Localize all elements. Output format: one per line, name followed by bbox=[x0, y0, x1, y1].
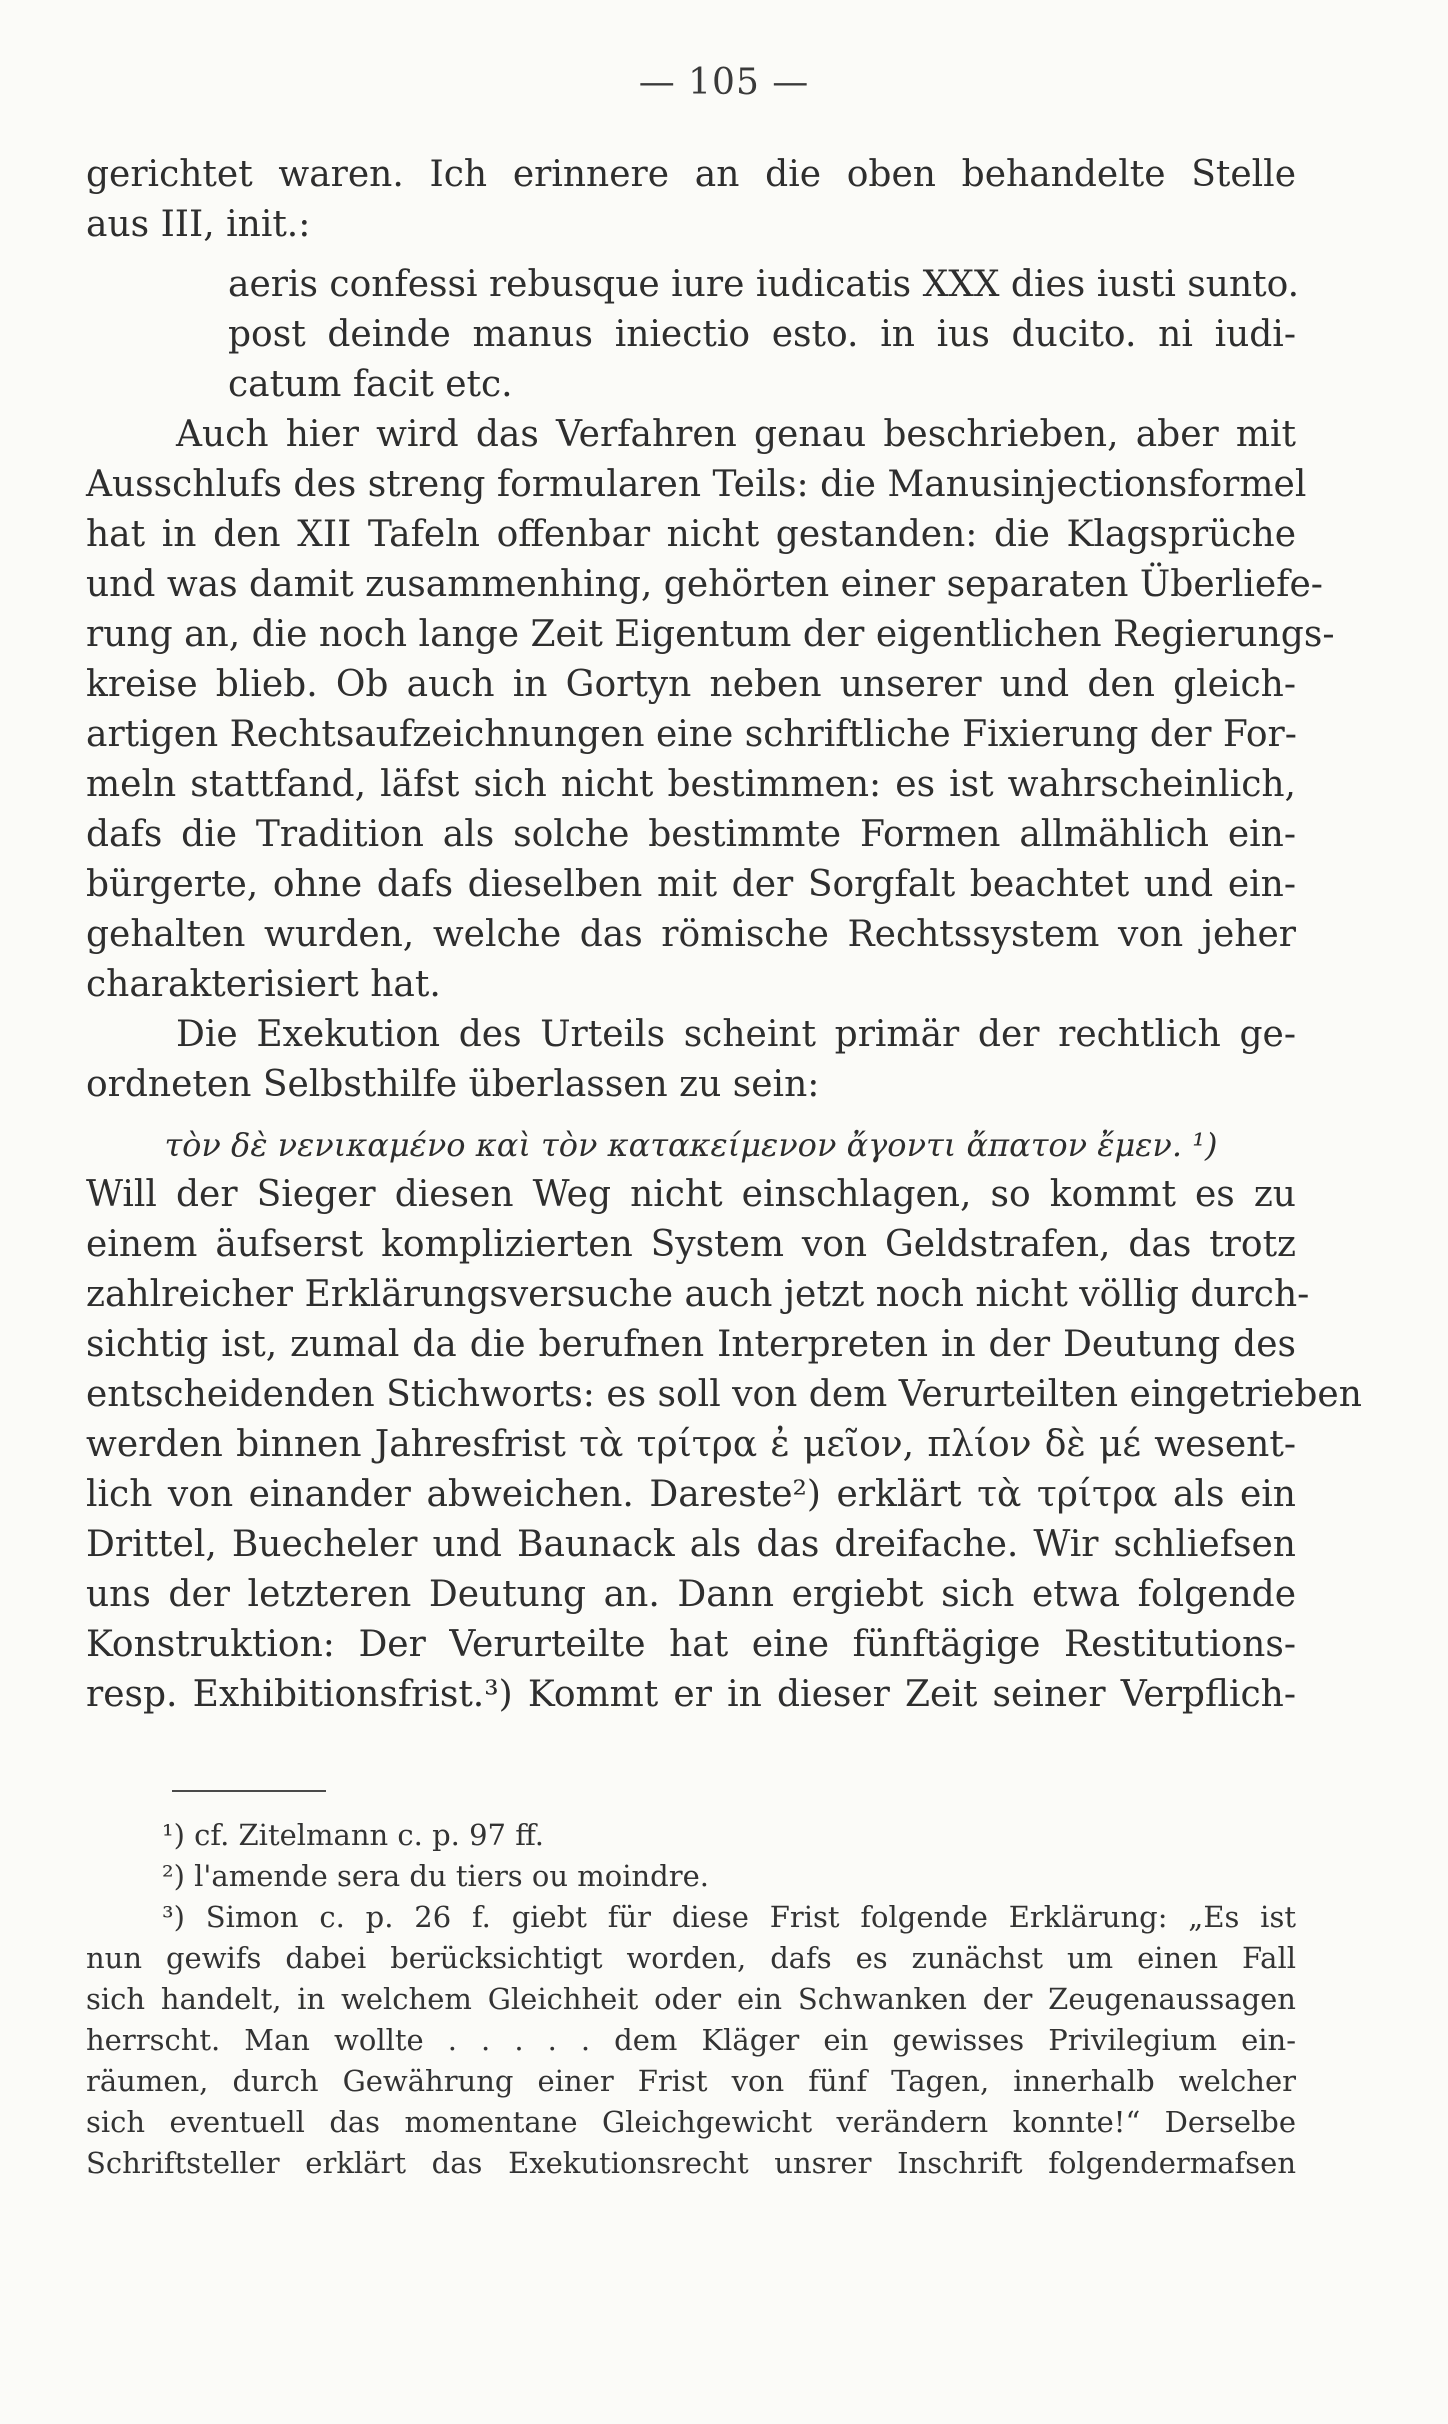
body-line: Auch hier wird das Verfahren genau beschrieben, aber mit bbox=[176, 414, 1296, 455]
body-line: bürgerte, ohne dafs dieselben mit der Sorgfalt beachtet und ein- bbox=[86, 864, 1296, 905]
body-line: uns der letzteren Deutung an. Dann ergiebt sich etwa folgende bbox=[86, 1574, 1296, 1615]
body-line: Will der Sieger diesen Weg nicht einschlagen, so kommt es zu bbox=[86, 1174, 1296, 1215]
footnote-divider bbox=[172, 1790, 326, 1792]
footnote-line: Schriftsteller erklärt das Exekutionsrecht unsrer Inschrift folgendermafsen bbox=[86, 2146, 1296, 2180]
quote-line: aeris confessi rebusque iure iudicatis XXX dies iusti sunto. bbox=[228, 264, 1300, 305]
body-line: und was damit zusammenhing, gehörten einer separaten Überliefe- bbox=[86, 564, 1323, 605]
quote-gap bbox=[86, 1110, 1296, 1120]
footnote-line: ²) l'amende sera du tiers ou moindre. bbox=[162, 1859, 709, 1893]
body-line: gehalten wurden, welche das römische Rechtssystem von jeher bbox=[86, 914, 1296, 955]
quote-line: catum facit etc. bbox=[228, 364, 513, 405]
greek-quote-line: τὸν δὲ νενικαμένο καὶ τὸν κατακείμενον ἄγοντι ἄπατον ἔμεν. ¹) bbox=[164, 1126, 1218, 1164]
footnote-line: nun gewifs dabei berücksichtigt worden, dafs es zunächst um einen Fall bbox=[86, 1941, 1296, 1975]
footnote-line: herrscht. Man wollte . . . . . dem Kläger ein gewisses Privilegium ein- bbox=[86, 2023, 1296, 2057]
body-line: resp. Exhibitionsfrist.³) Kommt er in dieser Zeit seiner Verpflich- bbox=[86, 1674, 1296, 1715]
footnote-line: ³) Simon c. p. 26 f. giebt für diese Frist folgende Erklärung: „Es ist bbox=[162, 1900, 1296, 1934]
footnote-line: räumen, durch Gewährung einer Frist von fünf Tagen, innerhalb welcher bbox=[86, 2064, 1296, 2098]
body-line: Drittel, Buecheler und Baunack als das dreifache. Wir schliefsen bbox=[86, 1524, 1296, 1565]
body-line: meln stattfand, läfst sich nicht bestimmen: es ist wahrscheinlich, bbox=[86, 764, 1296, 805]
body-line: charakterisiert hat. bbox=[86, 964, 441, 1005]
body-line: Konstruktion: Der Verurteilte hat eine fünftägige Restitutions- bbox=[86, 1624, 1296, 1665]
body-line: Ausschlufs des streng formularen Teils: die Manusinjectionsformel bbox=[86, 464, 1307, 505]
body-line: lich von einander abweichen. Dareste²) erklärt τὰ τρίτρα als ein bbox=[86, 1474, 1296, 1515]
body-line: Die Exekution des Urteils scheint primär der rechtlich ge- bbox=[176, 1014, 1296, 1055]
body-line: artigen Rechtsaufzeichnungen eine schriftliche Fixierung der For- bbox=[86, 714, 1297, 755]
footnotes bbox=[86, 1815, 1296, 2184]
quote-gap bbox=[86, 250, 1296, 260]
body-line: kreise blieb. Ob auch in Gortyn neben unserer und den gleich- bbox=[86, 664, 1296, 705]
body-line: rung an, die noch lange Zeit Eigentum der eigentlichen Regierungs- bbox=[86, 614, 1335, 655]
body-line: werden binnen Jahresfrist τὰ τρίτρα ἐ μεῖον, πλίον δὲ μέ wesent- bbox=[86, 1424, 1296, 1465]
body-line: gerichtet waren. Ich erinnere an die oben behandelte Stelle bbox=[86, 154, 1296, 195]
body-line: hat in den XII Tafeln offenbar nicht gestanden: die Klagsprüche bbox=[86, 514, 1296, 555]
body-line: zahlreicher Erklärungsversuche auch jetzt noch nicht völlig durch- bbox=[86, 1274, 1310, 1315]
quote-line: post deinde manus iniectio esto. in ius ducito. ni iudi- bbox=[228, 314, 1296, 355]
footnote-line: sich eventuell das momentane Gleichgewicht verändern konnte!“ Derselbe bbox=[86, 2105, 1296, 2139]
body-line: ordneten Selbsthilfe überlassen zu sein: bbox=[86, 1064, 820, 1105]
body-line: dafs die Tradition als solche bestimmte Formen allmählich ein- bbox=[86, 814, 1296, 855]
body-line: einem äufserst komplizierten System von Geldstrafen, das trotz bbox=[86, 1224, 1296, 1265]
body-line: sichtig ist, zumal da die berufnen Interpreten in der Deutung des bbox=[86, 1324, 1296, 1365]
main-text bbox=[86, 150, 1362, 1720]
page-number: — 105 — bbox=[638, 62, 810, 103]
body-line: aus III, init.: bbox=[86, 204, 311, 245]
footnote-line: sich handelt, in welchem Gleichheit oder ein Schwanken der Zeugenaussagen bbox=[86, 1982, 1296, 2016]
body-line: entscheidenden Stichworts: es soll von dem Verurteilten eingetrieben bbox=[86, 1374, 1362, 1415]
footnote-line: ¹) cf. Zitelmann c. p. 97 ff. bbox=[162, 1818, 544, 1852]
